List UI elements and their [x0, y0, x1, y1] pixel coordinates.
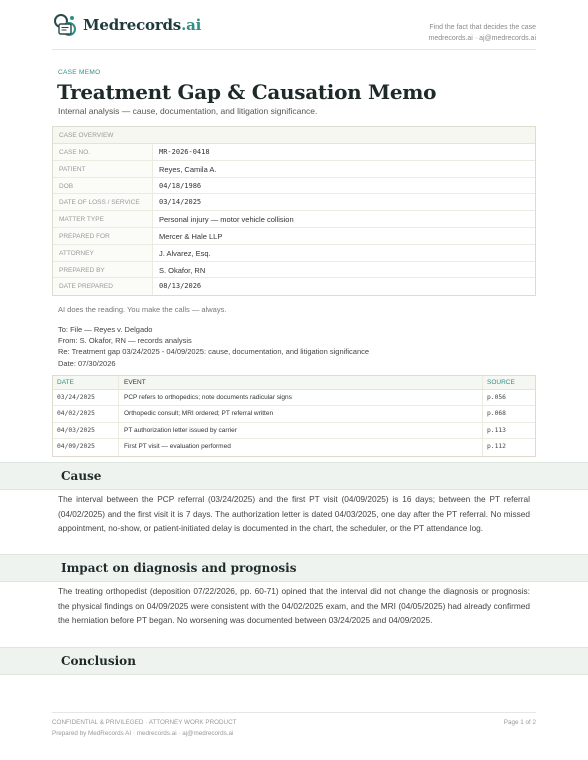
page-subtitle: Internal analysis — cause, documentation, and litigation significance. — [58, 106, 318, 116]
overview-label: PREPARED FOR — [53, 228, 153, 244]
overview-label: CASE NO. — [53, 144, 153, 160]
event-description: PT authorization letter issued by carrier — [119, 423, 483, 438]
event-source-link[interactable]: p.112 — [487, 443, 506, 451]
event-date: 04/09/2025 — [53, 439, 119, 455]
event-source-link[interactable]: p.113 — [487, 426, 506, 434]
doc-kicker: CASE MEMO — [58, 69, 101, 76]
table-row — [53, 262, 535, 279]
column-header-date: DATE — [53, 376, 119, 389]
section-heading-cause: Cause — [61, 469, 102, 483]
event-source-link[interactable]: p.068 — [487, 410, 506, 418]
header-contact: Find the fact that decides the case medrecords.ai · aj@medrecords.ai — [428, 24, 536, 42]
overview-value: Mercer & Hale LLP — [159, 231, 223, 241]
ai-note: AI does the reading. You make the calls — always. — [58, 305, 227, 314]
overview-value: 08/13/2026 — [159, 282, 202, 291]
overview-value: S. Okafor, RN — [159, 265, 206, 275]
table-row — [53, 423, 535, 439]
section-cause — [0, 462, 588, 490]
header-site-link[interactable]: medrecords.ai — [428, 35, 473, 42]
overview-value: MR-2026-0418 — [159, 148, 210, 156]
column-header-event: EVENT — [119, 376, 483, 389]
events-table — [52, 375, 536, 457]
page-header — [52, 12, 536, 50]
brand-tagline: Find the fact that decides the case — [429, 24, 536, 31]
section-conclusion — [0, 647, 588, 675]
overview-value: 04/18/1986 — [159, 181, 202, 190]
event-source-link[interactable]: p.056 — [487, 394, 506, 401]
event-description: First PT visit — evaluation performed — [119, 439, 483, 455]
logo-icon — [52, 12, 78, 38]
overview-value: Reyes, Camila A. — [159, 164, 217, 174]
brand-logo[interactable] — [52, 12, 201, 38]
event-date: 04/02/2025 — [53, 406, 119, 421]
footer-prepared-by: Prepared by MedRecords AI · medrecords.ai · aj@medrecords.ai — [52, 730, 234, 737]
event-date: 03/24/2025 — [53, 390, 119, 405]
memo-to: To: File — Reyes v. Delgado — [58, 325, 153, 334]
footer-confidential: CONFIDENTIAL & PRIVILEGED · ATTORNEY WORK PRODUCT — [52, 719, 237, 726]
table-row — [53, 161, 535, 178]
case-overview-table — [52, 126, 536, 296]
events-table-header — [53, 376, 535, 390]
section-impact — [0, 554, 588, 582]
overview-label: DATE OF LOSS / SERVICE — [53, 194, 153, 210]
overview-value: J. Alvarez, Esq. — [159, 248, 211, 258]
table-row — [53, 245, 535, 262]
column-header-source: SOURCE — [487, 379, 515, 386]
event-description: Orthopedic consult; MRI ordered; PT referral written — [119, 406, 483, 421]
table-row — [53, 211, 535, 228]
overview-label: MATTER TYPE — [53, 211, 153, 227]
overview-value: 03/14/2025 — [159, 198, 202, 207]
overview-label: DOB — [53, 178, 153, 194]
brand-name: Medrecords.ai — [83, 16, 202, 34]
table-row — [53, 178, 535, 195]
table-row — [53, 194, 535, 211]
table-row — [53, 406, 535, 422]
overview-label: ATTORNEY — [53, 245, 153, 261]
table-row — [53, 278, 535, 295]
section-heading-impact: Impact on diagnosis and prognosis — [61, 561, 297, 575]
section-heading-conclusion: Conclusion — [61, 654, 136, 668]
case-overview-heading: CASE OVERVIEW — [53, 127, 535, 144]
header-email-link[interactable]: aj@medrecords.ai — [479, 35, 536, 42]
memo-date: Date: 07/30/2026 — [58, 358, 116, 368]
overview-label: DATE PREPARED — [53, 278, 153, 295]
memo-from: From: S. Okafor, RN — records analysis — [58, 336, 192, 346]
table-row — [53, 144, 535, 161]
memo-header — [58, 324, 369, 369]
page-number: Page 1 of 2 — [503, 719, 536, 726]
overview-value: Personal injury — motor vehicle collision — [159, 215, 294, 225]
table-row — [53, 228, 535, 245]
overview-label: PATIENT — [53, 161, 153, 177]
event-date: 04/03/2025 — [53, 423, 119, 438]
page-footer — [52, 712, 536, 739]
table-row — [53, 439, 535, 455]
table-row — [53, 390, 535, 406]
page-title: Treatment Gap & Causation Memo — [57, 80, 437, 104]
memo-re: Re: Treatment gap 03/24/2025 - 04/09/2025: cause, documentation, and litigation significance — [58, 347, 370, 357]
impact-paragraph: The treating orthopedist (deposition 07/22/2026, pp. 60-71) opined that the interval did not change the diagnosis or prognosis: the physical findings on 04/09/2025 were consistent with the 04/02/2025 exam, and the MRI (04/05/2025) had already confirmed the herniation before PT began. No worsening was documented between 03/24/2025 and 04/09/2025. — [58, 586, 530, 625]
event-description: PCP refers to orthopedics; note documents radicular signs — [119, 390, 483, 405]
cause-paragraph: The interval between the PCP referral (03/24/2025) and the first PT visit (04/09/2025) is 16 days; between the PT referral (04/02/2025) and the first visit it is 7 days. The authorization letter is dated 04/03/2025, one day after the PT referral. No missed appointment, no-show, or patient-initiated delay is documented in the chart, the scheduler, or the PT attendance log. — [58, 494, 530, 533]
overview-label: PREPARED BY — [53, 262, 153, 278]
